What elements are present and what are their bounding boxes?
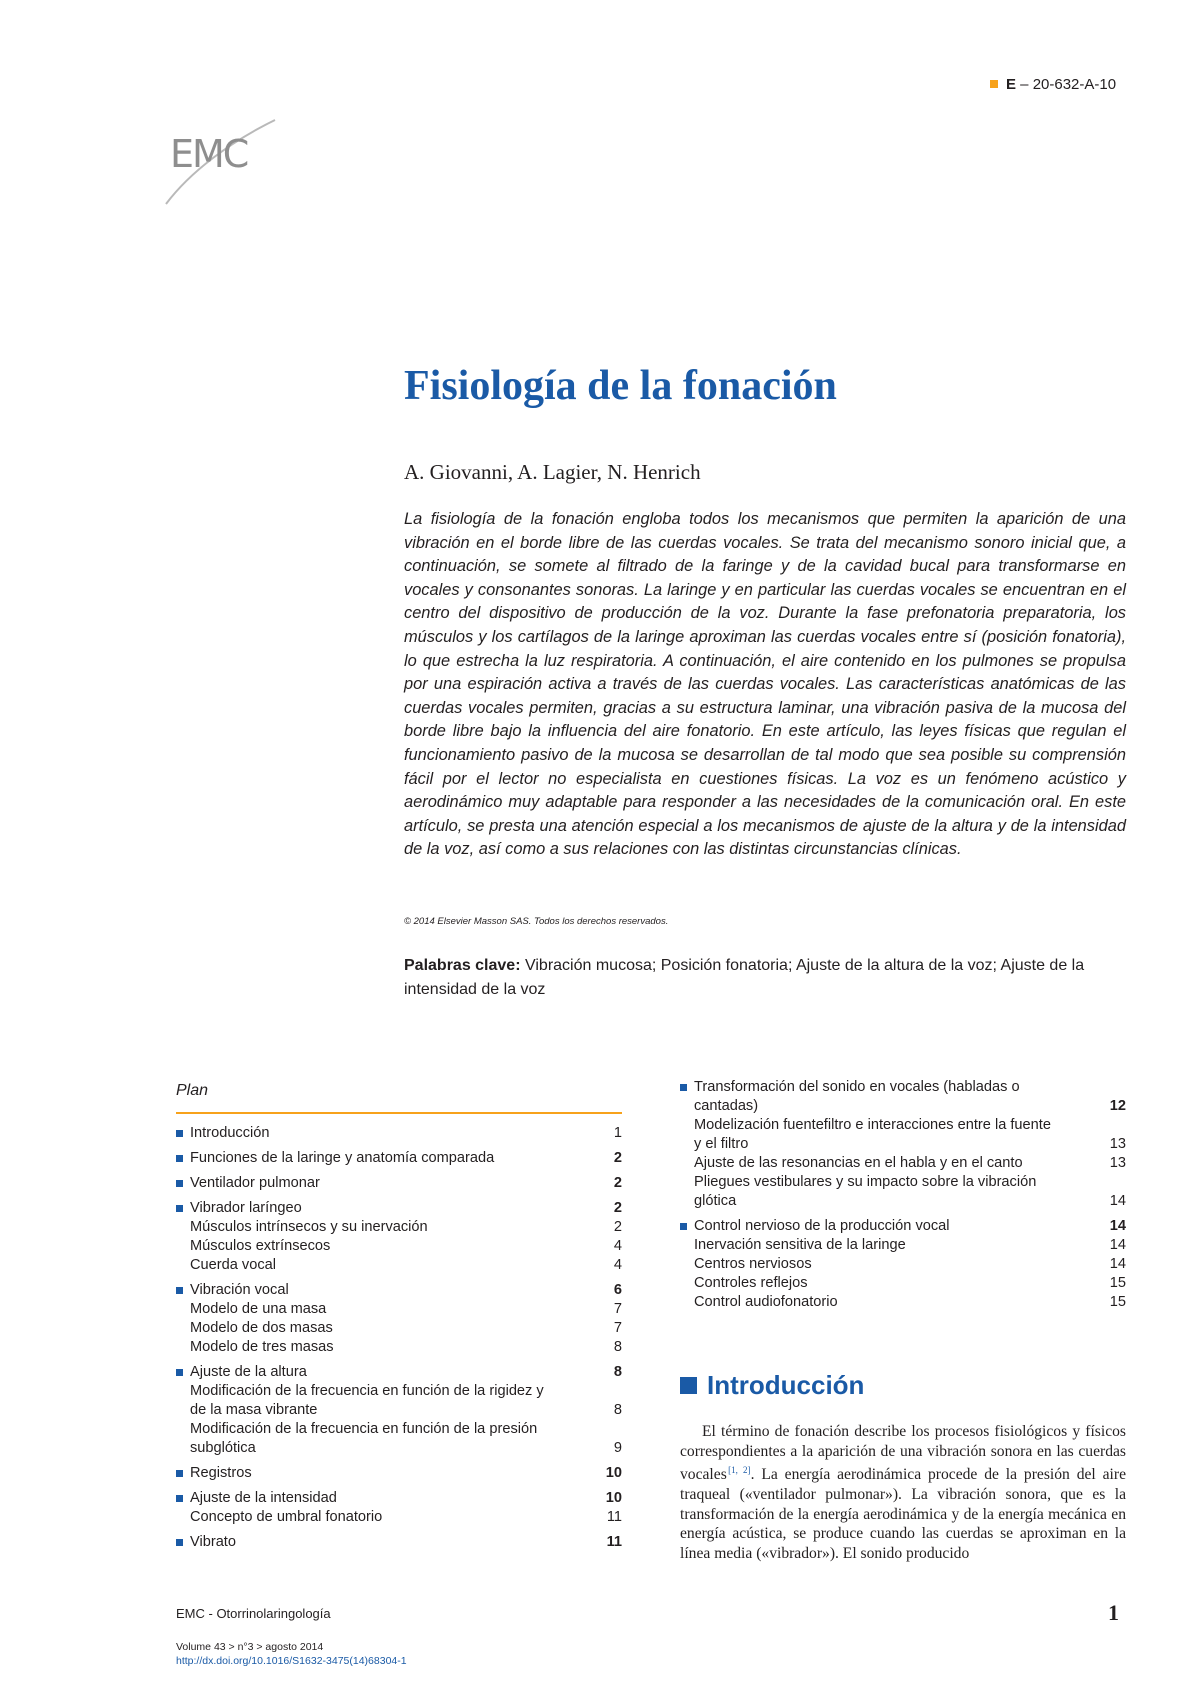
toc-section-entry[interactable] — [176, 1281, 622, 1300]
toc-entry-page: 8 — [613, 1339, 622, 1355]
article-code — [990, 76, 1116, 93]
toc-subsection-entry[interactable] — [680, 1154, 1126, 1173]
code-number: – 20-632-A-10 — [1016, 76, 1117, 93]
heading-square-icon — [680, 1377, 697, 1394]
doi-link[interactable]: http://dx.doi.org/10.1016/S1632-3475(14)68304-1 — [176, 1655, 407, 1667]
toc-bullet-icon — [176, 1205, 183, 1212]
code-prefix: E — [1006, 76, 1017, 93]
emc-logo — [160, 112, 280, 212]
toc-entry-page: 12 — [1109, 1098, 1126, 1114]
toc-section-entry[interactable] — [176, 1363, 622, 1382]
toc-section-entry[interactable] — [176, 1489, 622, 1508]
toc-entry-page: 2 — [613, 1219, 622, 1235]
toc-entry-title: Modificación de la frecuencia en función de la presión subglótica — [190, 1421, 538, 1456]
toc-subsection-entry[interactable] — [176, 1300, 622, 1319]
toc-section-entry[interactable] — [176, 1149, 622, 1168]
toc-entry-title: Ajuste de las resonancias en el habla y en el canto — [694, 1155, 1023, 1171]
toc-subsection-entry[interactable] — [680, 1255, 1126, 1274]
toc-entry-title: Vibrato — [190, 1534, 236, 1550]
toc-bullet-icon — [176, 1495, 183, 1502]
toc-entry-title: Control audiofonatorio — [694, 1294, 838, 1310]
toc-subsection-entry[interactable] — [680, 1173, 1126, 1211]
toc-entry-title: Registros — [190, 1465, 252, 1481]
toc-entry-title: Músculos intrínsecos y su inervación — [190, 1219, 428, 1235]
toc-bullet-icon — [176, 1130, 183, 1137]
toc-entry-title: Inervación sensitiva de la laringe — [694, 1237, 906, 1253]
toc-bullet-icon — [176, 1180, 183, 1187]
page-number: 1 — [1108, 1600, 1119, 1625]
toc-entry-title: Controles reflejos — [694, 1275, 808, 1291]
toc-entry-page: 13 — [1109, 1136, 1126, 1152]
toc-section-entry[interactable] — [176, 1533, 622, 1552]
toc-subsection-entry[interactable] — [176, 1319, 622, 1338]
toc-subsection-entry[interactable] — [176, 1420, 622, 1458]
toc-entry-page: 13 — [1109, 1155, 1126, 1171]
toc-entry-title: Vibración vocal — [190, 1282, 289, 1298]
toc-subsection-entry[interactable] — [680, 1274, 1126, 1293]
toc-bullet-icon — [176, 1287, 183, 1294]
toc-subsection-entry[interactable] — [680, 1236, 1126, 1255]
toc-entry-page: 8 — [613, 1364, 622, 1380]
toc-subsection-entry[interactable] — [176, 1237, 622, 1256]
toc-section-entry[interactable] — [176, 1464, 622, 1483]
toc-entry-page: 11 — [606, 1534, 622, 1550]
toc-entry-title: Transformación del sonido en vocales (habladas o cantadas) — [694, 1079, 1020, 1114]
toc-subsection-entry[interactable] — [176, 1508, 622, 1527]
reference-link[interactable]: [1, 2] — [728, 1465, 751, 1476]
footer-journal: EMC - Otorrinolaringología — [176, 1606, 331, 1621]
toc-bullet-icon — [680, 1223, 687, 1230]
copyright: © 2014 Elsevier Masson SAS. Todos los derechos reservados. — [404, 916, 669, 927]
emc-logo-text: EMC — [170, 132, 248, 176]
toc-entry-page: 7 — [613, 1301, 622, 1317]
toc-section-entry[interactable] — [176, 1199, 622, 1218]
toc-entry-title: Modificación de la frecuencia en función de la rigidez y de la masa vibrante — [190, 1383, 544, 1418]
bullet-square-icon — [990, 80, 998, 88]
toc-entry-page: 4 — [613, 1257, 622, 1273]
table-of-contents-left — [176, 1124, 622, 1552]
toc-entry-title: Modelo de una masa — [190, 1301, 327, 1317]
toc-entry-title: Modelo de dos masas — [190, 1320, 333, 1336]
toc-subsection-entry[interactable] — [176, 1382, 622, 1420]
toc-entry-page: 1 — [613, 1125, 622, 1141]
toc-entry-page: 2 — [613, 1175, 622, 1191]
toc-subsection-entry[interactable] — [680, 1116, 1126, 1154]
toc-entry-page: 10 — [605, 1465, 622, 1481]
plan-divider — [176, 1112, 622, 1114]
toc-entry-title: Modelización fuentefiltro e interacciones entre la fuente y el filtro — [694, 1117, 1051, 1152]
plan-label: Plan — [176, 1082, 209, 1099]
toc-section-entry[interactable] — [176, 1124, 622, 1143]
table-of-contents-right — [680, 1078, 1126, 1312]
footer-volume-info — [176, 1640, 407, 1668]
toc-entry-page: 14 — [1109, 1218, 1126, 1234]
toc-entry-title: Pliegues vestibulares y su impacto sobre la vibración glótica — [694, 1174, 1037, 1209]
toc-entry-title: Funciones de la laringe y anatomía comparada — [190, 1150, 495, 1166]
toc-subsection-entry[interactable] — [176, 1218, 622, 1237]
toc-section-entry[interactable] — [680, 1078, 1126, 1116]
keywords-list: Vibración mucosa; Posición fonatoria; Ajuste de la altura de la voz; Ajuste de la intensidad de la voz — [404, 957, 1085, 998]
toc-entry-page: 14 — [1109, 1256, 1126, 1272]
toc-entry-page: 6 — [613, 1282, 622, 1298]
toc-entry-page: 4 — [613, 1238, 622, 1254]
toc-entry-page: 14 — [1109, 1237, 1126, 1253]
introduction-heading-text: Introducción — [707, 1370, 865, 1400]
toc-entry-page: 14 — [1109, 1193, 1126, 1209]
toc-entry-page: 10 — [605, 1490, 622, 1506]
toc-entry-page: 2 — [613, 1150, 622, 1166]
toc-section-entry[interactable] — [176, 1174, 622, 1193]
toc-entry-page: 2 — [613, 1200, 622, 1216]
intro-text-after: . La energía aerodinámica procede de la presión del aire traqueal («ventilador pulmonar»). La vibración sonora, que es la transformación de la energía aerodinámica y de la energía mecánica en energía acústica, se produce cuando las cuerdas se aproximan en la línea media («vibrador»). El sonido producido — [680, 1466, 1126, 1562]
keywords — [404, 954, 1126, 1002]
toc-entry-page: 8 — [613, 1402, 622, 1418]
toc-entry-title: Ajuste de la altura — [190, 1364, 307, 1380]
toc-subsection-entry[interactable] — [680, 1293, 1126, 1312]
toc-bullet-icon — [176, 1369, 183, 1376]
toc-subsection-entry[interactable] — [176, 1256, 622, 1275]
toc-bullet-icon — [176, 1155, 183, 1162]
intro-text-before: El término de fonación describe los procesos fisiológicos y físicos correspondientes a la aparición de una vibración sonora en las cuerdas vocales — [680, 1423, 1126, 1484]
toc-bullet-icon — [176, 1539, 183, 1546]
toc-entry-title: Centros nerviosos — [694, 1256, 812, 1272]
toc-entry-title: Modelo de tres masas — [190, 1339, 334, 1355]
toc-entry-page: 15 — [1109, 1294, 1126, 1310]
toc-entry-title: Vibrador laríngeo — [190, 1200, 302, 1216]
toc-bullet-icon — [680, 1084, 687, 1091]
article-authors: A. Giovanni, A. Lagier, N. Henrich — [404, 460, 701, 484]
toc-entry-title: Ajuste de la intensidad — [190, 1490, 337, 1506]
article-title: Fisiología de la fonación — [404, 363, 837, 409]
toc-entry-title: Ventilador pulmonar — [190, 1175, 320, 1191]
toc-section-entry[interactable] — [680, 1217, 1126, 1236]
toc-entry-page: 7 — [613, 1320, 622, 1336]
toc-entry-page: 9 — [613, 1440, 622, 1456]
introduction-heading — [680, 1370, 864, 1401]
toc-entry-page: 15 — [1109, 1275, 1126, 1291]
toc-entry-title: Introducción — [190, 1125, 270, 1141]
toc-entry-title: Control nervioso de la producción vocal — [694, 1218, 950, 1234]
toc-entry-title: Músculos extrínsecos — [190, 1238, 331, 1254]
footer-volume: Volume 43 > n°3 > agosto 2014 — [176, 1641, 324, 1653]
toc-entry-title: Concepto de umbral fonatorio — [190, 1509, 383, 1525]
toc-entry-title: Cuerda vocal — [190, 1257, 276, 1273]
toc-bullet-icon — [176, 1470, 183, 1477]
abstract: La fisiología de la fonación engloba todos los mecanismos que permiten la aparición de una vibración en el borde libre de las cuerdas vocales. Se trata del mecanismo sonoro inicial que, a continuación, se somete al filtrado de la faringe y de la cavidad bucal para transformarse en vocales y consonantes sonoras. La laringe y en particular las cuerdas vocales se encuentran en el centro del dispositivo de producción de la voz. Durante la fase prefonatoria preparatoria, los músculos y los cartílagos de la laringe aproximan las cuerdas vocales entre sí (posición fonatoria), lo que estrecha la luz respiratoria. A continuación, el aire contenido en los pulmones se propulsa por una espiración activa a través de las cuerdas vocales. Las características anatómicas de las cuerdas vocales permiten, gracias a su estructura laminar, una vibración pasiva de la mucosa del borde libre bajo la influencia del aire fonatorio. En este artículo, las leyes físicas que regulan el funcionamiento pasivo de la mucosa se desarrollan de tal modo que sea posible su comprensión fácil por el lector no especialista en cuestiones físicas. La voz es un fenómeno acústico y aerodinámico muy adaptable para responder a las necesidades de la comunicación oral. En este artículo, se presta una atención especial a los mecanismos de ajuste de la altura y de la intensidad de la voz, así como a sus relaciones con las distintas circunstancias clínicas. — [404, 510, 1126, 859]
toc-subsection-entry[interactable] — [176, 1338, 622, 1357]
toc-entry-page: 11 — [606, 1509, 622, 1525]
introduction-paragraph — [680, 1422, 1126, 1563]
keywords-label: Palabras clave: — [404, 957, 521, 974]
